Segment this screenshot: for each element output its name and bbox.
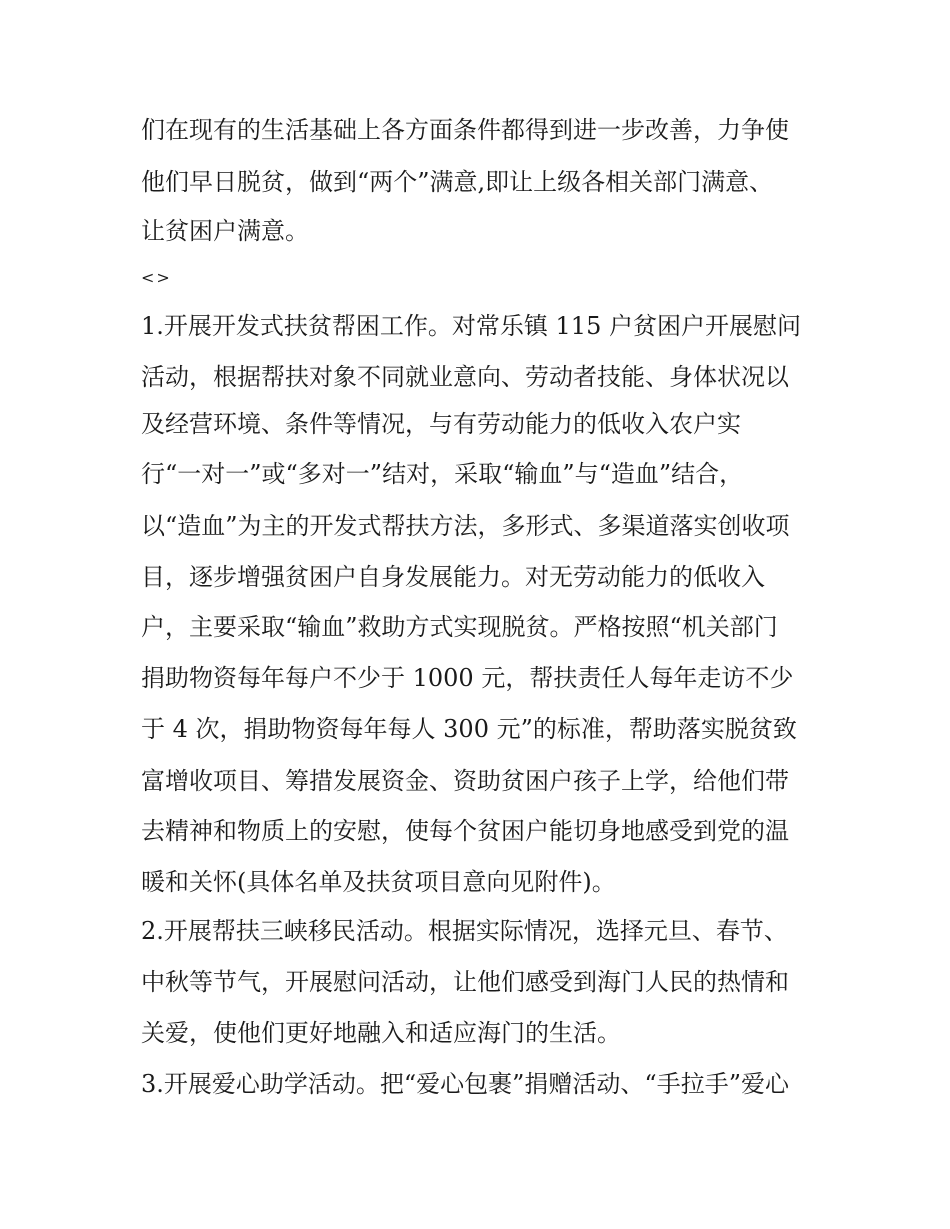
text-line: 富增收项目、筹措发展资金、资助贫困户孩子上学，给他们带 <box>141 767 789 795</box>
text-line: 2.开展帮扶三峡移民活动。根据实际情况，选择元旦、春节、 <box>141 917 788 945</box>
text-line: 3.开展爱心助学活动。把“爱心包裹”捐赠活动、“手拉手”爱心 <box>141 1070 789 1098</box>
text-line: 让贫困户满意。 <box>141 217 309 245</box>
text-line: 以“造血”为主的开发式帮扶方法，多形式、多渠道落实创收项 <box>141 512 790 540</box>
text-line: 户，主要采取“输血”救助方式实现脱贫。严格按照“机关部门 <box>141 613 778 641</box>
section-marker: <> <box>141 268 172 287</box>
text-line: 中秋等节气，开展慰问活动，让他们感受到海门人民的热情和 <box>141 968 789 996</box>
text-line: 去精神和物质上的安慰，使每个贫困户能切身地感受到党的温 <box>141 817 789 845</box>
text-line: 活动，根据帮扶对象不同就业意向、劳动者技能、身体状况以 <box>141 363 789 391</box>
text-line: 们在现有的生活基础上各方面条件都得到进一步改善，力争使 <box>141 116 789 144</box>
text-line: 及经营环境、条件等情况，与有劳动能力的低收入农户实 <box>141 410 741 438</box>
text-line: 行“一对一”或“多对一”结对，采取“输血”与“造血”结合， <box>141 460 744 488</box>
text-line: 1.开展开发式扶贫帮困工作。对常乐镇 115 户贫困户开展慰问 <box>141 312 801 340</box>
text-line: 捐助物资每年每户不少于 1000 元，帮扶责任人每年走访不少 <box>141 664 794 692</box>
text-line: 暖和关怀(具体名单及扶贫项目意向见附件)。 <box>141 868 616 896</box>
text-line: 于 4 次，捐助物资每年每人 300 元”的标准，帮助落实脱贫致 <box>141 715 797 743</box>
text-line: 他们早日脱贫，做到“两个”满意,即让上级各相关部门满意、 <box>141 168 774 196</box>
text-line: 目，逐步增强贫困户自身发展能力。对无劳动能力的低收入 <box>141 563 765 591</box>
text-line: 关爱，使他们更好地融入和适应海门的生活。 <box>141 1019 621 1047</box>
